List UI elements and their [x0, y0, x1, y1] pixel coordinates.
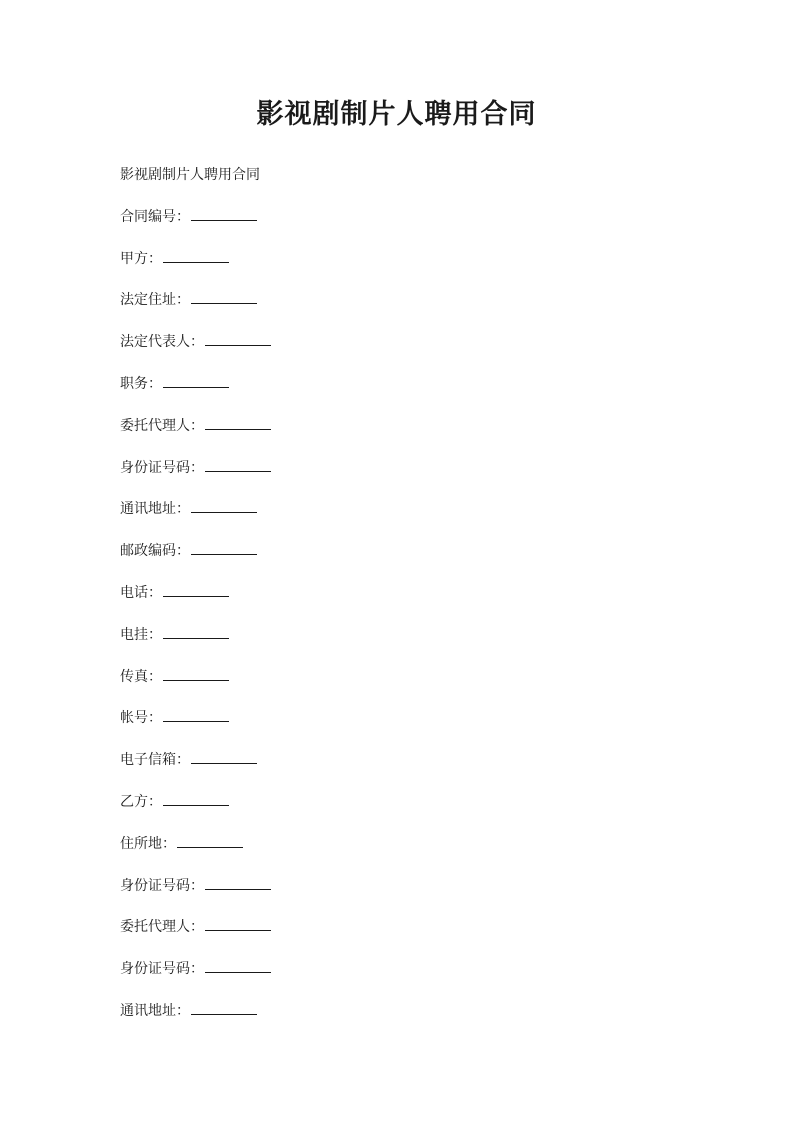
field-agent-a [120, 415, 680, 457]
field-label: 委托代理人： [120, 919, 204, 936]
field-account [120, 707, 680, 749]
field-label: 电子信箱： [120, 752, 190, 769]
field-label: 甲方： [120, 250, 162, 267]
fill-in-blank [163, 666, 229, 681]
fill-in-blank [163, 707, 229, 722]
field-legal-address [120, 289, 680, 331]
field-label: 传真： [120, 668, 162, 685]
field-position [120, 373, 680, 415]
fill-in-blank [205, 958, 271, 973]
field-legal-representative [120, 331, 680, 373]
field-mailing-address-b [120, 1000, 680, 1042]
field-party-b [120, 791, 680, 833]
field-label: 身份证号码： [120, 877, 204, 894]
field-label: 合同编号： [120, 208, 190, 225]
fill-in-blank [177, 833, 243, 848]
field-residence [120, 833, 680, 875]
fill-in-blank [191, 749, 257, 764]
fill-in-blank [205, 415, 271, 430]
field-label: 法定住址： [120, 292, 190, 309]
field-label: 帐号： [120, 710, 162, 727]
fill-in-blank [205, 331, 271, 346]
fill-in-blank [191, 498, 257, 513]
field-party-a [120, 248, 680, 290]
document-subtitle: 影视剧制片人聘用合同 [120, 167, 260, 183]
field-id-number-b [120, 875, 680, 917]
field-label: 邮政编码： [120, 543, 190, 560]
field-agent-b [120, 916, 680, 958]
fill-in-blank [205, 916, 271, 931]
fill-in-blank [205, 457, 271, 472]
fill-in-blank [191, 206, 257, 221]
document-title: 影视剧制片人聘用合同 [256, 99, 537, 130]
field-cable [120, 624, 680, 666]
field-fax [120, 666, 680, 708]
field-label: 电话： [120, 584, 162, 601]
field-id-number-a [120, 457, 680, 499]
field-phone [120, 582, 680, 624]
field-label: 身份证号码： [120, 961, 204, 978]
field-label: 通讯地址： [120, 501, 190, 518]
fill-in-blank [205, 875, 271, 890]
field-agent-id-number-b [120, 958, 680, 1000]
fill-in-blank [191, 289, 257, 304]
field-mailing-address-a [120, 498, 680, 540]
field-contract-number [120, 206, 680, 248]
field-label: 乙方： [120, 793, 162, 810]
fill-in-blank [191, 1000, 257, 1015]
fill-in-blank [163, 248, 229, 263]
fill-in-blank [163, 624, 229, 639]
field-postal-code [120, 540, 680, 582]
document-body [120, 164, 680, 1042]
field-label: 委托代理人： [120, 417, 204, 434]
fill-in-blank [163, 373, 229, 388]
field-label: 身份证号码： [120, 459, 204, 476]
fill-in-blank [163, 582, 229, 597]
fill-in-blank [191, 540, 257, 555]
field-email [120, 749, 680, 791]
field-label: 通讯地址： [120, 1002, 190, 1019]
field-label: 电挂： [120, 626, 162, 643]
field-label: 职务： [120, 375, 162, 392]
field-label: 法定代表人： [120, 334, 204, 351]
field-label: 住所地： [120, 835, 176, 852]
fill-in-blank [163, 791, 229, 806]
